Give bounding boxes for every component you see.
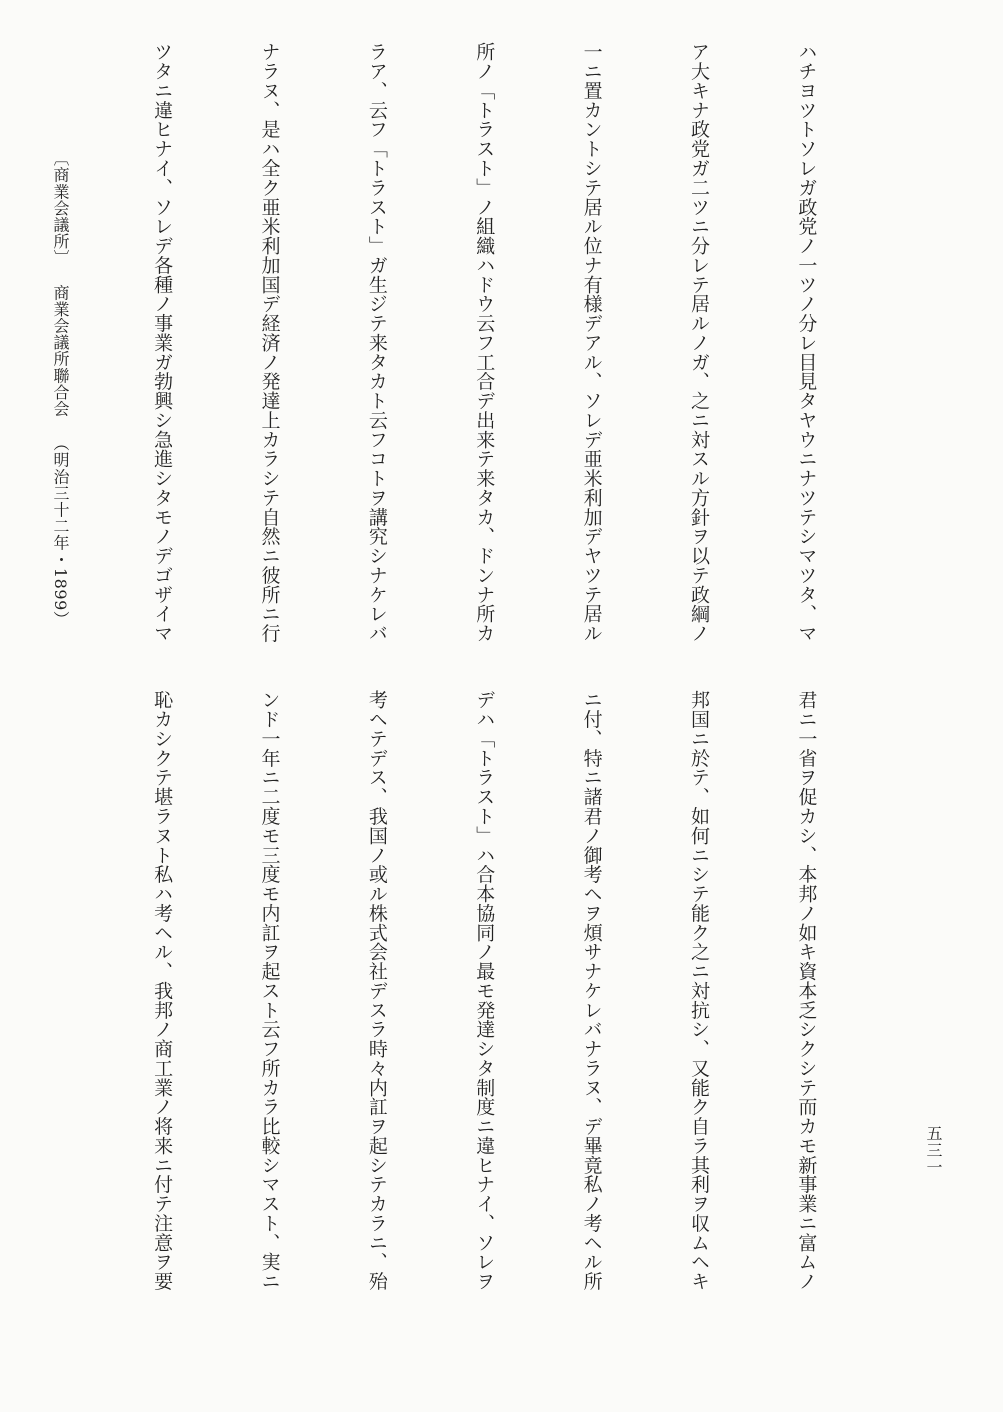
text-column: ニ付、特ニ諸君ノ御考ヘヲ煩サナケレバナラヌ、デ畢竟私ノ考ヘル所 [580, 690, 603, 1291]
page-number: 五三一 [924, 1125, 943, 1176]
text-column: ア大キナ政党ガ二ツニ分レテ居ルノガ、之ニ対スル方針ヲ以テ政綱ノ [688, 42, 711, 643]
text-column: ンド一年ニ二度モ三度モ内訌ヲ起スト云フ所カラ比較シマスト、実ニ [258, 690, 281, 1291]
text-column: 所ノ「トラスト」ノ組織ハドウ云フ工合デ出来テ来タカ、ドンナ所カ [473, 42, 496, 643]
text-block-lower [85, 690, 895, 1380]
text-column: 君ニ一省ヲ促カシ、本邦ノ如キ資本乏シクシテ而カモ新事業ニ富ムノ [795, 690, 818, 1291]
text-column: 邦国ニ於テ、如何ニシテ能ク之ニ対抗シ、又能ク自ラ其利ヲ収ムヘキ [688, 690, 711, 1291]
text-column: 一ニ置カントシテ居ル位ナ有様デアル、ソレデ亜米利加デヤツテ居ル [580, 42, 603, 643]
running-head-section: 〔商業会議所〕 [51, 150, 70, 267]
running-head-title: 商業会議所聯合会 [51, 284, 70, 418]
running-head-date: （明治三十二年・1899） [51, 435, 70, 628]
text-column: ハチヨツトソレガ政党ノ一ツノ分レ目見タヤウニナツテシマツタ、マ [795, 42, 818, 643]
text-column: 考ヘテデス、我国ノ或ル株式会社デスラ時々内訌ヲ起シテカラニ、殆 [365, 690, 388, 1291]
text-block-upper [85, 42, 895, 682]
text-column: ツタニ違ヒナイ、ソレデ各種ノ事業ガ勃興シ急進シタモノデゴザイマ [151, 42, 174, 643]
text-column: 恥カシクテ堪ラヌト私ハ考ヘル、我邦ノ商工業ノ将来ニ付テ注意ヲ要 [151, 690, 174, 1291]
text-column: デハ「トラスト」ハ合本協同ノ最モ発達シタ制度ニ違ヒナイ、ソレヲ [473, 690, 496, 1291]
running-head [44, 150, 72, 670]
text-column: ナラヌ、是ハ全ク亜米利加国デ経済ノ発達上カラシテ自然ニ彼所ニ行 [258, 42, 281, 643]
text-column: ラア、云フ「トラスト」ガ生ジテ来タカト云フコトヲ講究シナケレバ [365, 42, 388, 643]
